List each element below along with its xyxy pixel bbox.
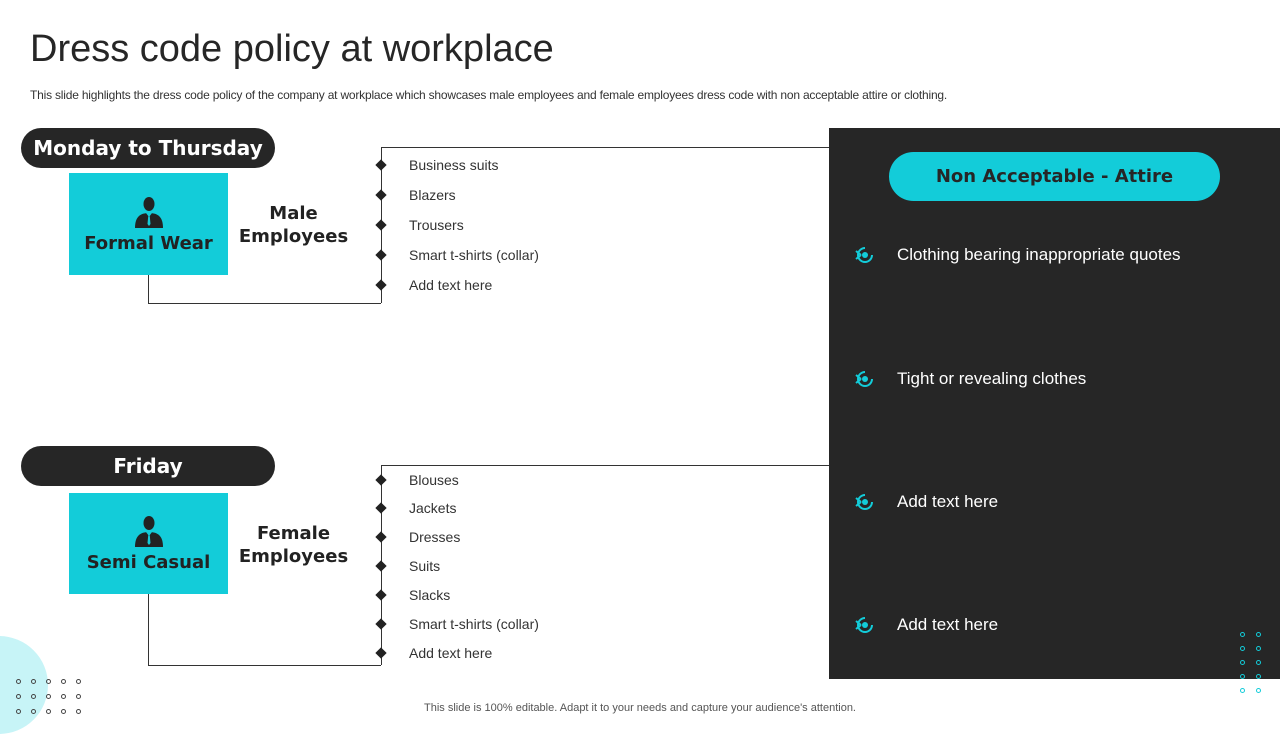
male-item-label: Smart t-shirts (collar) bbox=[409, 247, 539, 263]
female-employees-line1: Female bbox=[256, 523, 331, 544]
footer-note: This slide is 100% editable. Adapt it to your needs and capture your audience's attention. bbox=[424, 702, 856, 714]
days-pill-friday: Friday bbox=[21, 446, 275, 486]
list-item bbox=[376, 247, 539, 263]
connector-line bbox=[148, 665, 381, 666]
male-item-label: Add text here bbox=[409, 277, 493, 293]
list-item bbox=[376, 277, 493, 293]
target-arrow-icon bbox=[855, 492, 875, 512]
page-subtitle: This slide highlights the dress code policy of the company at workplace which showcases male employees and female employees dress code with non acceptable attire or clothing. bbox=[30, 88, 948, 102]
semi-casual-label: Semi Casual bbox=[86, 552, 211, 573]
list-item bbox=[376, 187, 456, 203]
days-pill-monday-thursday: Monday to Thursday bbox=[21, 128, 275, 168]
businessman-icon bbox=[132, 514, 166, 548]
formal-wear-label: Formal Wear bbox=[84, 232, 213, 254]
male-item-label: Business suits bbox=[409, 157, 499, 173]
diamond-icon bbox=[375, 249, 386, 260]
list-item bbox=[376, 472, 459, 488]
connector-line bbox=[148, 594, 149, 665]
female-item-label: Slacks bbox=[409, 587, 451, 603]
diamond-icon bbox=[375, 219, 386, 230]
target-arrow-icon bbox=[855, 615, 875, 635]
female-item-label: Smart t-shirts (collar) bbox=[409, 616, 539, 632]
non-acceptable-item-label: Tight or revealing clothes bbox=[897, 369, 1087, 388]
female-item-label: Dresses bbox=[409, 529, 461, 545]
diamond-icon bbox=[375, 279, 386, 290]
businessman-icon bbox=[132, 195, 166, 229]
formal-wear-box bbox=[69, 173, 228, 275]
diamond-icon bbox=[375, 618, 386, 629]
non-acceptable-item-label: Add text here bbox=[897, 615, 999, 634]
list-item bbox=[855, 369, 1086, 389]
list-item bbox=[376, 529, 461, 545]
male-employees-line2: Employees bbox=[238, 226, 349, 247]
page-title: Dress code policy at workplace bbox=[30, 28, 554, 70]
connector-line bbox=[381, 147, 829, 148]
list-item bbox=[376, 587, 451, 603]
diamond-icon bbox=[375, 189, 386, 200]
female-item-label: Blouses bbox=[409, 472, 459, 488]
non-acceptable-panel bbox=[829, 128, 1280, 679]
list-item bbox=[855, 492, 998, 512]
list-item bbox=[376, 645, 493, 661]
male-item-label: Blazers bbox=[409, 187, 456, 203]
connector-line bbox=[148, 303, 381, 304]
target-arrow-icon bbox=[855, 369, 875, 389]
list-item bbox=[376, 157, 499, 173]
list-item bbox=[855, 245, 1181, 265]
list-item bbox=[376, 217, 464, 233]
diamond-icon bbox=[375, 502, 386, 513]
female-item-label: Add text here bbox=[409, 645, 493, 661]
decorative-dots bbox=[1240, 632, 1262, 693]
diamond-icon bbox=[375, 474, 386, 485]
male-employees-label bbox=[236, 202, 351, 248]
non-acceptable-heading: Non Acceptable - Attire bbox=[889, 152, 1220, 201]
male-item-label: Trousers bbox=[409, 217, 464, 233]
female-item-label: Jackets bbox=[409, 500, 457, 516]
diamond-icon bbox=[375, 159, 386, 170]
target-arrow-icon bbox=[855, 245, 875, 265]
diamond-icon bbox=[375, 531, 386, 542]
female-employees-line2: Employees bbox=[238, 546, 349, 567]
diamond-icon bbox=[375, 560, 386, 571]
female-employees-label bbox=[236, 522, 351, 568]
female-item-label: Suits bbox=[409, 558, 441, 574]
diamond-icon bbox=[375, 647, 386, 658]
list-item bbox=[376, 558, 441, 574]
male-employees-line1: Male bbox=[269, 203, 318, 224]
list-item bbox=[855, 615, 998, 635]
non-acceptable-item-label: Add text here bbox=[897, 492, 999, 511]
semi-casual-box bbox=[69, 493, 228, 594]
connector-line bbox=[381, 465, 829, 466]
connector-line bbox=[148, 275, 149, 303]
diamond-icon bbox=[375, 589, 386, 600]
list-item bbox=[376, 616, 539, 632]
non-acceptable-item-label: Clothing bearing inappropriate quotes bbox=[897, 245, 1181, 264]
list-item bbox=[376, 500, 457, 516]
